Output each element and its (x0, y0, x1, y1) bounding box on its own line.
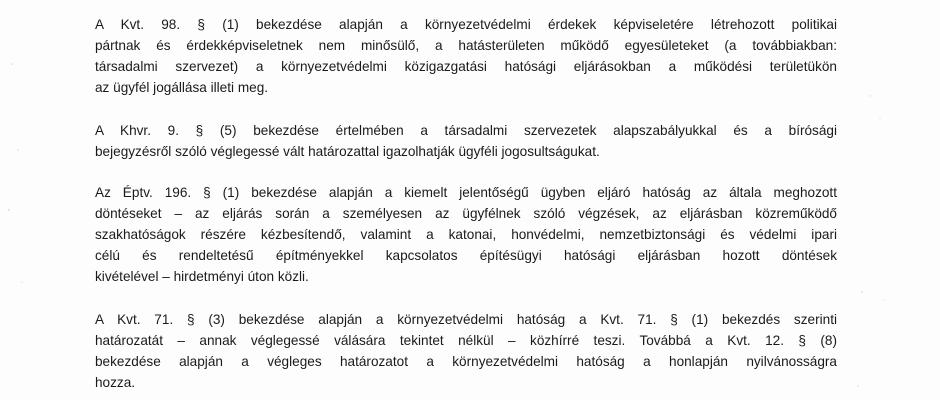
text-line: célú és rendeltetésű építményekkel kapcsolatos építésügyi hatósági eljárásban hozott döntések (95, 248, 837, 263)
text-line: bejegyzésről szóló véglegessé vált határozattal igazolhatják ügyféli jogosultságukat. (95, 144, 600, 159)
text-line: Az Éptv. 196. § (1) bekezdése alapján a kiemelt jelentőségű ügyben eljáró hatóság az általa meghozott (95, 185, 837, 200)
text-line: kivételével – hirdetményi úton közli. (95, 269, 309, 284)
paragraph-kvt-98 (95, 14, 837, 98)
text-line: A Kvt. 71. § (3) bekezdése alapján a környezetvédelmi hatóság a Kvt. 71. § (1) bekezdés szerinti (95, 312, 837, 327)
text-line: döntéseket – az eljárás során a személyesen az ügyfélnek szóló végzések, az eljárásban közreműködő (95, 206, 837, 221)
text-line: bekezdése alapján a végleges határozatot a környezetvédelmi hatóság a honlapján nyilvánosságra (95, 354, 837, 369)
paragraph-khvr-9 (95, 120, 837, 162)
paragraph-eptv-196 (95, 182, 837, 287)
text-line: A Khvr. 9. § (5) bekezdése értelmében a társadalmi szervezetek alapszabályukkal és a bírósági (95, 123, 837, 138)
text-line: az ügyfél jogállása illeti meg. (95, 80, 269, 95)
text-line: pártnak és érdekképviseletnek nem minősülő, a hatásterületen működő egyesületeket (a továbbiakban: (95, 38, 837, 53)
text-line: hozza. (95, 375, 136, 390)
text-line: szakhatóságok részére kézbesítendő, valamint a katonai, honvédelmi, nemzetbiztonsági és védelmi ipari (95, 227, 837, 242)
paragraph-kvt-71 (95, 309, 837, 393)
text-line: A Kvt. 98. § (1) bekezdése alapján a környezetvédelmi érdekek képviseletére létrehozott politikai (95, 17, 837, 32)
text-line: határozatát – annak véglegessé válására tekintet nélkül – közhírré teszi. Továbbá a Kvt. 12. § (8) (95, 333, 837, 348)
text-line: társadalmi szervezet) a környezetvédelmi közigazgatási hatósági eljárásokban a működési területükön (95, 59, 837, 74)
